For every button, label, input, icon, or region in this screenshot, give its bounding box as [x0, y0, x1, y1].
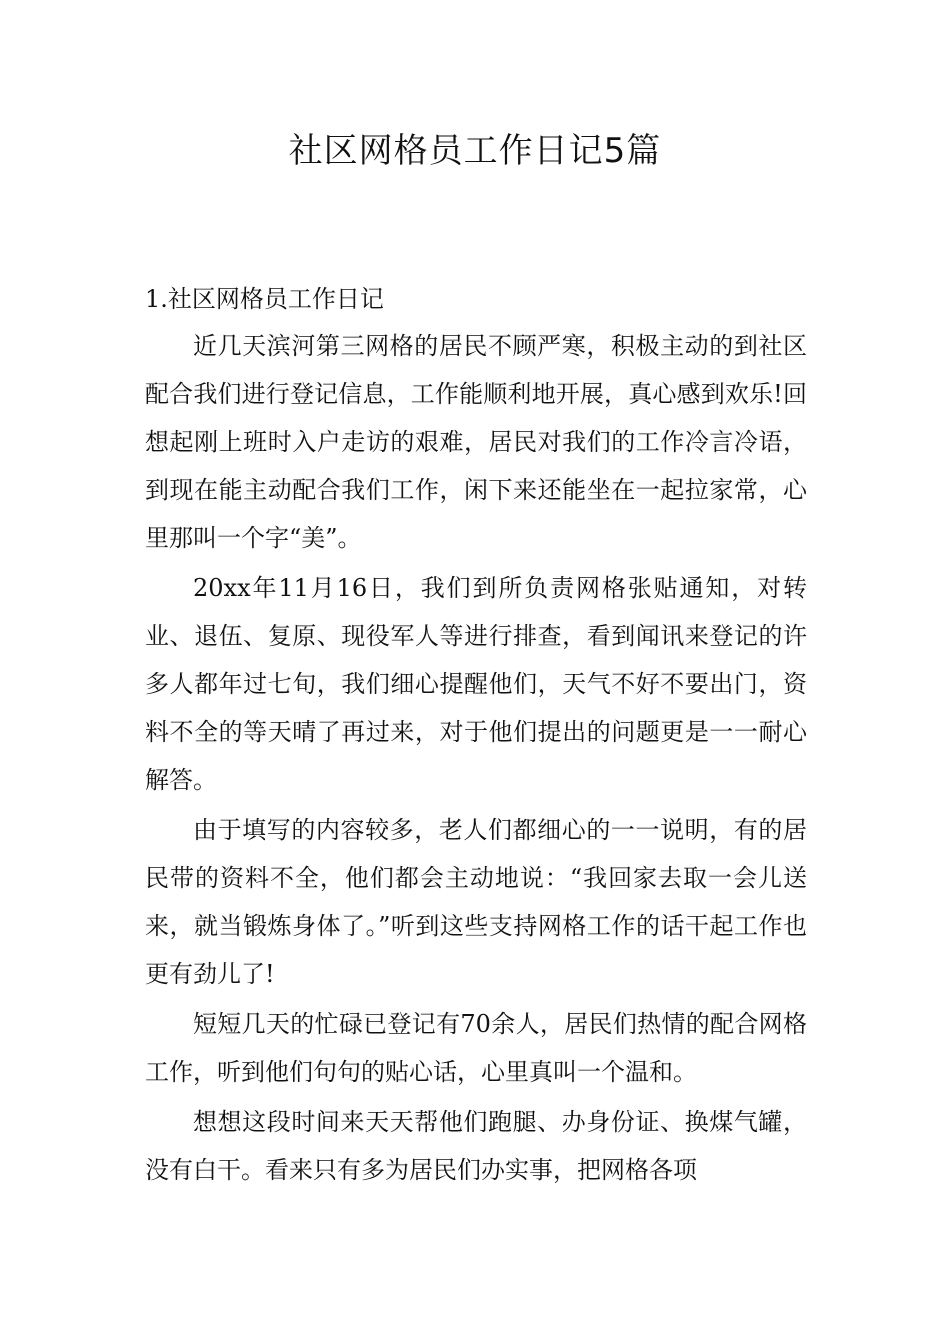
- paragraph-1: 近几天滨河第三网格的居民不顾严寒，积极主动的到社区配合我们进行登记信息，工作能顺利地开展，真心感到欢乐!回想起刚上班时入户走访的艰难，居民对我们的工作冷言冷语，到现在能主动配合我们工作，闲下来还能坐在一起拉家常，心里那叫一个字“美”。: [145, 332, 807, 552]
- document-body: [145, 282, 807, 1196]
- section-heading: 1.社区网格员工作日记: [145, 285, 384, 313]
- paragraph-4: 短短几天的忙碌已登记有70余人，居民们热情的配合网格工作，听到他们句句的贴心话，心里真叫一个温和。: [145, 1010, 807, 1086]
- paragraph-2: 20xx年11月16日，我们到所负责网格张贴通知，对转业、退伍、复原、现役军人等进行排查，看到闻讯来登记的许多人都年过七旬，我们细心提醒他们，天气不好不要出门，资料不全的等天晴了再过来，对于他们提出的问题更是一一耐心解答。: [145, 574, 807, 794]
- paragraph-5: 想想这段时间来天天帮他们跑腿、办身份证、换煤气罐，没有白干。看来只有多为居民们办实事，把网格各项: [145, 1108, 807, 1184]
- document-title: 社区网格员工作日记5篇: [288, 131, 662, 171]
- paragraph-3: 由于填写的内容较多，老人们都细心的一一说明，有的居民带的资料不全，他们都会主动地说：“我回家去取一会儿送来，就当锻炼身体了。”听到这些支持网格工作的话干起工作也更有劲儿了!: [145, 816, 807, 988]
